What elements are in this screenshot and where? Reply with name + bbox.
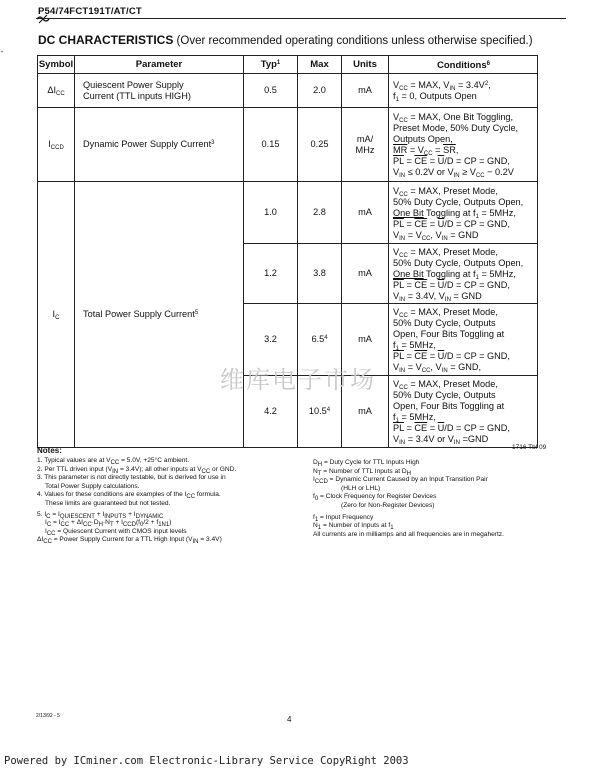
section-subtitle: (Over recommended operating conditions unless otherwise specified.)	[176, 35, 533, 47]
row2-parameter-sup: 3	[211, 140, 215, 146]
condition-line: Preset Mode, 50% Duty Cycle,	[393, 123, 519, 133]
condition-line: 50% Duty Cycle, Outputs Open,	[393, 196, 524, 207]
page-number: 4	[287, 715, 292, 724]
row3a-typ: 1.0	[244, 182, 298, 244]
header-rule	[36, 18, 566, 19]
condition-line: $V_{CC}$ = MAX, Preset Mode,	[393, 379, 498, 391]
note-5d: $\Delta I_{CC}$ = Power Supply Current for a TTL High Input $(V_{IN} = 3.4V)$	[37, 536, 222, 546]
row3b-units: mA	[342, 244, 389, 304]
row3c-conditions	[389, 304, 538, 376]
header-typ	[244, 56, 298, 74]
header-symbol: Symbol	[38, 56, 75, 74]
condition-line: Open, Four Bits Toggling at	[393, 329, 505, 339]
header-typ-sup: 1	[276, 60, 281, 66]
row2-max: 0.25	[298, 108, 342, 182]
side-mark: •	[1, 50, 4, 56]
date-code: 2/13/92 - 5	[36, 713, 60, 719]
note-3a: 3. This parameter is not directly testable, but is derived for use in	[37, 474, 226, 482]
row3b-max	[298, 244, 342, 304]
row3d-conditions	[389, 376, 538, 448]
row3a-conditions	[389, 182, 538, 244]
row2-symbol-text: I	[48, 139, 51, 149]
row3-parameter	[75, 182, 244, 448]
def-iccd: $I_{CCD}$ = Dynamic Current Caused by an Input Transition Pair	[313, 476, 488, 486]
header-conditions-sup: 6	[486, 60, 490, 67]
row1-typ: 0.5	[244, 74, 298, 108]
header-conditions-text: Conditions	[437, 59, 487, 71]
condition-line: $V_{CC}$ = MAX, $V_{IN} = 3.4V^2$,	[393, 80, 491, 92]
row2-symbol-sub: CCD	[50, 145, 64, 151]
row2-conditions	[389, 108, 538, 182]
header-conditions	[389, 56, 538, 74]
row3-parameter-sup: 5	[194, 310, 199, 316]
condition-line: $\overline{PL} = \overline{CE} = \overline{U}/D$ = CP = GND,	[393, 423, 510, 433]
row2-units-line2: MHz	[355, 144, 375, 155]
row3d-units: mA	[342, 376, 389, 448]
row3d-typ: 4.2	[244, 376, 298, 448]
condition-line: 50% Duty Cycle, Outputs Open,	[393, 257, 524, 268]
note-5a: 5. $I_C = I_{QUIESCENT} + I_{INPUTS} + I_{DYNAMIC}$	[37, 510, 164, 520]
table-row	[38, 108, 538, 182]
condition-line: $V_{CC}$ = MAX, Preset Mode,	[393, 185, 498, 198]
section-title-text: DC CHARACTERISTICS	[38, 33, 174, 47]
row3c-max-text: 6.5	[311, 334, 325, 344]
condition-line: $V_{IN} \le 0.2V$ or $V_{IN} \ge V_{CC} - 0.2V$	[393, 167, 514, 179]
row3-symbol-sub: C	[55, 315, 60, 321]
notes-list	[37, 457, 309, 545]
condition-line: $\overline{PL} = \overline{CE} = \overline{U}/D$ = CP = GND,	[393, 218, 510, 229]
row1-units: mA	[342, 74, 389, 108]
note-4b: These limits are guaranteed but not tested.	[45, 499, 171, 507]
condition-line: $V_{CC}$ = MAX, Preset Mode,	[393, 246, 498, 259]
header-units: Units	[342, 56, 389, 74]
row1-symbol	[38, 74, 75, 108]
note-2: 2. Per TTL driven input $(V_{IN} = 3.4V)$; all other inputs at $V_{CC}$ or GND.	[37, 465, 237, 475]
watermark-text: 维库电子市场	[220, 366, 376, 394]
row1-conditions	[389, 74, 538, 108]
header-parameter: Parameter	[75, 56, 244, 74]
row1-max: 2.0	[298, 74, 342, 108]
condition-line: $\overline{PL} = \overline{CE} = \overline{U}/D$ = CP = GND,	[393, 279, 510, 290]
def-all: All currents are in milliamps and all frequencies are in megahertz.	[313, 530, 504, 538]
row1-parameter-line1: Quiescent Power Supply	[83, 79, 184, 90]
condition-line: $V_{CC}$ = MAX, Preset Mode,	[393, 307, 498, 319]
row1-parameter-line2: Current (TTL inputs HIGH)	[83, 90, 191, 101]
note-5b: $I_C = I_{CC} + \Delta I_{CC}\cdot D_H\cdot N_T + I_{CCD}(f_0/2 + f_{1N1})$	[45, 519, 172, 529]
condition-line: $V_{IN} = 3.4V$, $V_{IN}$ = GND	[393, 290, 482, 303]
row3c-units: mA	[342, 304, 389, 376]
row3d-max-text: 10.5	[308, 406, 327, 416]
def-nt: $N_T$ = Number of TTL Inputs at $D_H$	[313, 467, 411, 477]
note-1: 1. Typical values are at $V_{CC} = 5.0V$, +25°C ambient.	[37, 457, 190, 466]
condition-line: $V_{IN} = 3.4V$ or $V_{IN} =GND$	[393, 434, 489, 446]
condition-line: One Bit Toggling at $f_1 = 5MHz$,	[393, 207, 516, 220]
section-title	[38, 33, 533, 47]
row3d-max-sup: 4	[326, 407, 331, 413]
condition-line: $V_{IN} = V_{CC}$, $V_{IN}$ = GND,	[393, 362, 482, 374]
row3-symbol	[38, 182, 75, 448]
note-4a: 4. Values for these conditions are examples of the $I_{CC}$ formula.	[37, 491, 221, 501]
note-3b: Total Power Supply calculations.	[45, 482, 140, 490]
condition-line: One Bit Toggling at $f_1 = 5MHz$,	[393, 268, 516, 281]
condition-line: $f_1 = 0$, Outputs Open	[393, 91, 477, 103]
row3b-conditions	[389, 244, 538, 304]
row3b-typ: 1.2	[244, 244, 298, 304]
table-header-row	[38, 56, 538, 74]
header-max: Max	[298, 56, 342, 74]
definitions-list	[313, 459, 573, 539]
row2-typ: 0.15	[244, 108, 298, 182]
row3a-units: mA	[342, 182, 389, 244]
table-row	[38, 74, 538, 108]
def-dh: $D_H$ = Duty Cycle for TTL Inputs High	[313, 459, 420, 468]
table-row	[38, 182, 538, 244]
row3-symbol-text: I	[52, 309, 56, 319]
condition-line: Open, Four Bits Toggling at	[393, 401, 505, 411]
row1-parameter	[75, 74, 244, 108]
condition-line: 50% Duty Cycle, Outputs	[393, 390, 496, 400]
row3a-max	[298, 182, 342, 244]
condition-line: $V_{CC}$ = MAX, One Bit Toggling,	[393, 112, 514, 124]
condition-line: $f_1 = 5MHz$,	[393, 412, 436, 424]
row1-symbol-sub: CC	[56, 91, 65, 97]
row3c-typ: 3.2	[244, 304, 298, 376]
condition-line: $\overline{PL} = \overline{CE} = \overline{U}/D$ = CP = GND,	[393, 156, 510, 166]
def-fo-note: (Zero for Non-Register Devices)	[341, 501, 435, 509]
condition-line: Outputs Open,	[393, 134, 453, 144]
notes-heading: Notes:	[37, 446, 62, 455]
header-typ-text: Typ	[260, 59, 277, 70]
table-id: 1716 Tbl 09	[512, 444, 547, 451]
def-f1: $f_1$ = Input Frequency	[313, 513, 374, 523]
row2-parameter-text: Dynamic Power Supply Current	[83, 139, 212, 149]
condition-line: $V_{IN} = V_{CC}$, $V_{IN}$ = GND	[393, 229, 479, 242]
def-fo: $f_0$ = Clock Frequency for Register Devices	[313, 493, 437, 503]
row3b-max-text: 3.8	[313, 268, 326, 278]
row1-symbol-text: ΔI	[47, 85, 57, 95]
condition-line: $\overline{MR} = V_{CC} = \overline{SR}$,	[393, 145, 459, 157]
condition-line: 50% Duty Cycle, Outputs	[393, 318, 496, 328]
row2-symbol	[38, 108, 75, 182]
def-n1: $N_1$ = Number of Inputs at $f_1$	[313, 522, 394, 532]
row3c-max-sup: 4	[324, 335, 328, 341]
row2-units	[342, 108, 389, 182]
note-5c: $I_{CC}$ = Quiescent Current with CMOS input levels	[45, 527, 187, 537]
condition-line: $\overline{PL} = \overline{CE} = \overline{U}/D$ = CP = GND,	[393, 351, 510, 361]
condition-line: $f_1 = 5MHz$,	[393, 340, 436, 352]
row2-units-line1: mA/	[356, 133, 374, 144]
def-iccd-note: (HLH or LHL)	[341, 484, 381, 492]
row3-parameter-text: Total Power Supply Current	[83, 309, 195, 319]
row3a-max-text: 2.8	[313, 207, 326, 217]
part-number-header: P54/74FCT191T/AT/CT	[38, 6, 142, 17]
footer-copyright: Powered by ICminer.com Electronic-Library Service CopyRight 2003	[4, 755, 409, 767]
row2-parameter	[75, 108, 244, 182]
